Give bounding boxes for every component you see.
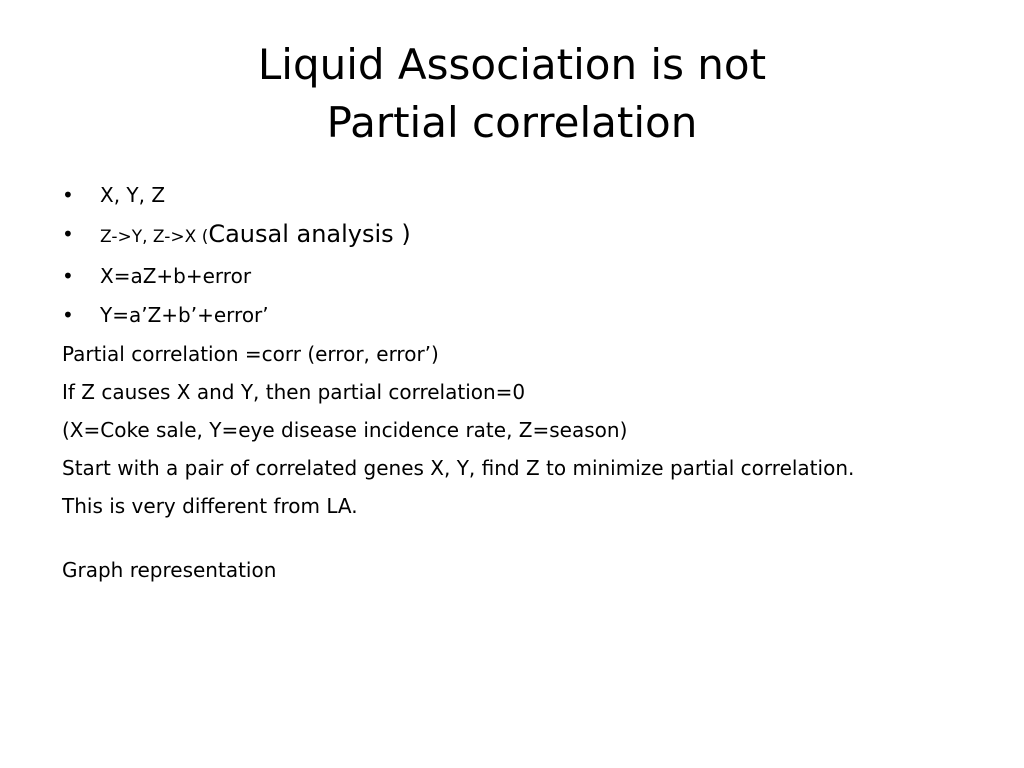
title-line-1: Liquid Association is not	[257, 40, 767, 89]
body-paragraph: (X=Coke sale, Y=eye disease incidence rate, Z=season)	[62, 418, 628, 442]
body-paragraph: Graph representation	[62, 558, 277, 582]
bullet-item	[62, 263, 942, 289]
bullet-text: X, Y, Z	[100, 183, 166, 207]
bullet-dot: •	[62, 303, 74, 327]
bullet-item	[62, 302, 942, 328]
bullet-text-small: Z->Y, Z->X (	[100, 227, 209, 247]
body-paragraph: Start with a pair of correlated genes X, Y, find Z to minimize partial correlation.	[62, 456, 855, 480]
bullet-text-large: Causal analysis )	[208, 220, 411, 248]
bullet-item	[62, 182, 942, 208]
body-paragraph: This is very different from LA.	[62, 494, 358, 518]
slide-title	[60, 36, 964, 152]
body-paragraph: If Z causes X and Y, then partial correlation=0	[62, 380, 526, 404]
bullet-text: Y=a’Z+b’+error’	[100, 303, 269, 327]
bullet-text: X=aZ+b+error	[100, 264, 252, 288]
title-line-2: Partial correlation	[326, 98, 698, 147]
bullet-item	[62, 221, 942, 250]
bullet-dot: •	[62, 264, 74, 288]
bullet-dot: •	[62, 183, 74, 207]
slide-body	[62, 182, 942, 595]
bullet-dot: •	[62, 222, 74, 246]
body-paragraph: Partial correlation =corr (error, error’)	[62, 342, 439, 366]
